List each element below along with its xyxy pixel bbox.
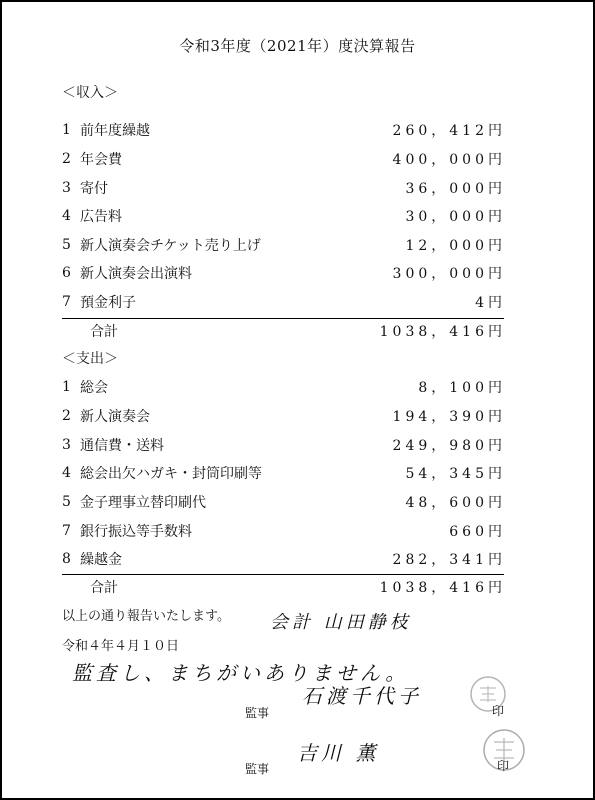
row-number: 2 — [62, 151, 71, 167]
row-label: 前年度繰越 — [80, 123, 150, 139]
row-label: 新人演奏会チケット売り上げ — [80, 238, 261, 254]
report-date: 令和４年４月１０日 — [62, 639, 180, 654]
row-label: 通信費・送料 — [80, 438, 164, 454]
expense-total-rule — [62, 574, 504, 575]
row-amount: 4円 — [475, 295, 502, 311]
expense-row — [62, 405, 502, 427]
row-label: 広告料 — [80, 209, 122, 225]
row-label: 総会出欠ハガキ・封筒印刷等 — [80, 466, 262, 482]
row-amount: 260，412円 — [392, 123, 502, 139]
expense-row — [62, 376, 502, 398]
row-number: 1 — [62, 379, 71, 395]
row-label: 年会費 — [80, 152, 122, 168]
row-number: 6 — [62, 265, 71, 281]
expense-total-row — [62, 576, 502, 598]
total-amount: 1038，416円 — [379, 324, 502, 340]
row-number: 3 — [62, 180, 71, 196]
row-number: 1 — [62, 122, 71, 138]
seal-mark: 印 — [497, 759, 510, 773]
auditor-signature: 吉川 薫 — [297, 741, 380, 765]
document-title: 令和3年度（2021年）度決算報告 — [179, 37, 416, 55]
audit-statement: 監査し、まちがいありません。 — [72, 661, 410, 685]
total-amount: 1038，416円 — [379, 580, 502, 596]
auditor-role-label: 監事 — [245, 762, 270, 776]
row-amount: 54，345円 — [405, 466, 502, 482]
income-heading: ＜収入＞ — [62, 85, 118, 101]
income-row — [62, 119, 502, 141]
row-amount: 48，600円 — [405, 495, 502, 511]
row-number: 4 — [62, 465, 71, 481]
total-label: 合計 — [90, 324, 118, 340]
row-number: 7 — [62, 523, 71, 539]
row-label: 寄付 — [80, 181, 108, 197]
row-number: 5 — [62, 494, 71, 510]
row-amount: 30，000円 — [405, 209, 502, 225]
row-number: 7 — [62, 294, 71, 310]
auditor-signature: 石渡千代子 — [302, 684, 422, 708]
income-row — [62, 262, 502, 284]
row-number: 8 — [62, 551, 71, 567]
row-amount: 249，980円 — [392, 438, 502, 454]
row-amount: 660円 — [449, 524, 502, 540]
row-number: 4 — [62, 208, 71, 224]
row-amount: 282，341円 — [392, 552, 502, 568]
income-row — [62, 205, 502, 227]
total-label: 合計 — [90, 580, 118, 596]
row-amount: 400，000円 — [392, 152, 502, 168]
row-amount: 8，100円 — [418, 380, 502, 396]
seal-mark: 印 — [492, 704, 505, 718]
auditor-role-label: 監事 — [245, 706, 270, 720]
expense-row — [62, 520, 502, 542]
row-number: 5 — [62, 237, 71, 253]
row-label: 預金利子 — [80, 295, 136, 311]
row-number: 3 — [62, 437, 71, 453]
row-number: 2 — [62, 408, 71, 424]
income-row — [62, 291, 502, 313]
income-row — [62, 234, 502, 256]
expense-row — [62, 434, 502, 456]
row-amount: 194，390円 — [392, 409, 502, 425]
row-amount: 300，000円 — [392, 266, 502, 282]
income-row — [62, 148, 502, 170]
row-label: 新人演奏会出演料 — [80, 266, 192, 282]
expense-row — [62, 462, 502, 484]
row-label: 新人演奏会 — [80, 409, 150, 425]
accountant-signature: 会計 山田静枝 — [270, 612, 412, 633]
row-amount: 12，000円 — [405, 238, 502, 254]
row-amount: 36，000円 — [405, 181, 502, 197]
expense-heading: ＜支出＞ — [62, 351, 118, 367]
income-row — [62, 177, 502, 199]
income-total-row — [62, 320, 502, 342]
row-label: 総会 — [80, 380, 108, 396]
report-statement: 以上の通り報告いたします。 — [62, 609, 230, 624]
expense-row — [62, 548, 502, 570]
row-label: 金子理事立替印刷代 — [80, 495, 206, 511]
expense-row — [62, 491, 502, 513]
row-label: 繰越金 — [80, 552, 122, 568]
income-total-rule — [62, 318, 504, 319]
row-label: 銀行振込等手数料 — [80, 524, 192, 540]
